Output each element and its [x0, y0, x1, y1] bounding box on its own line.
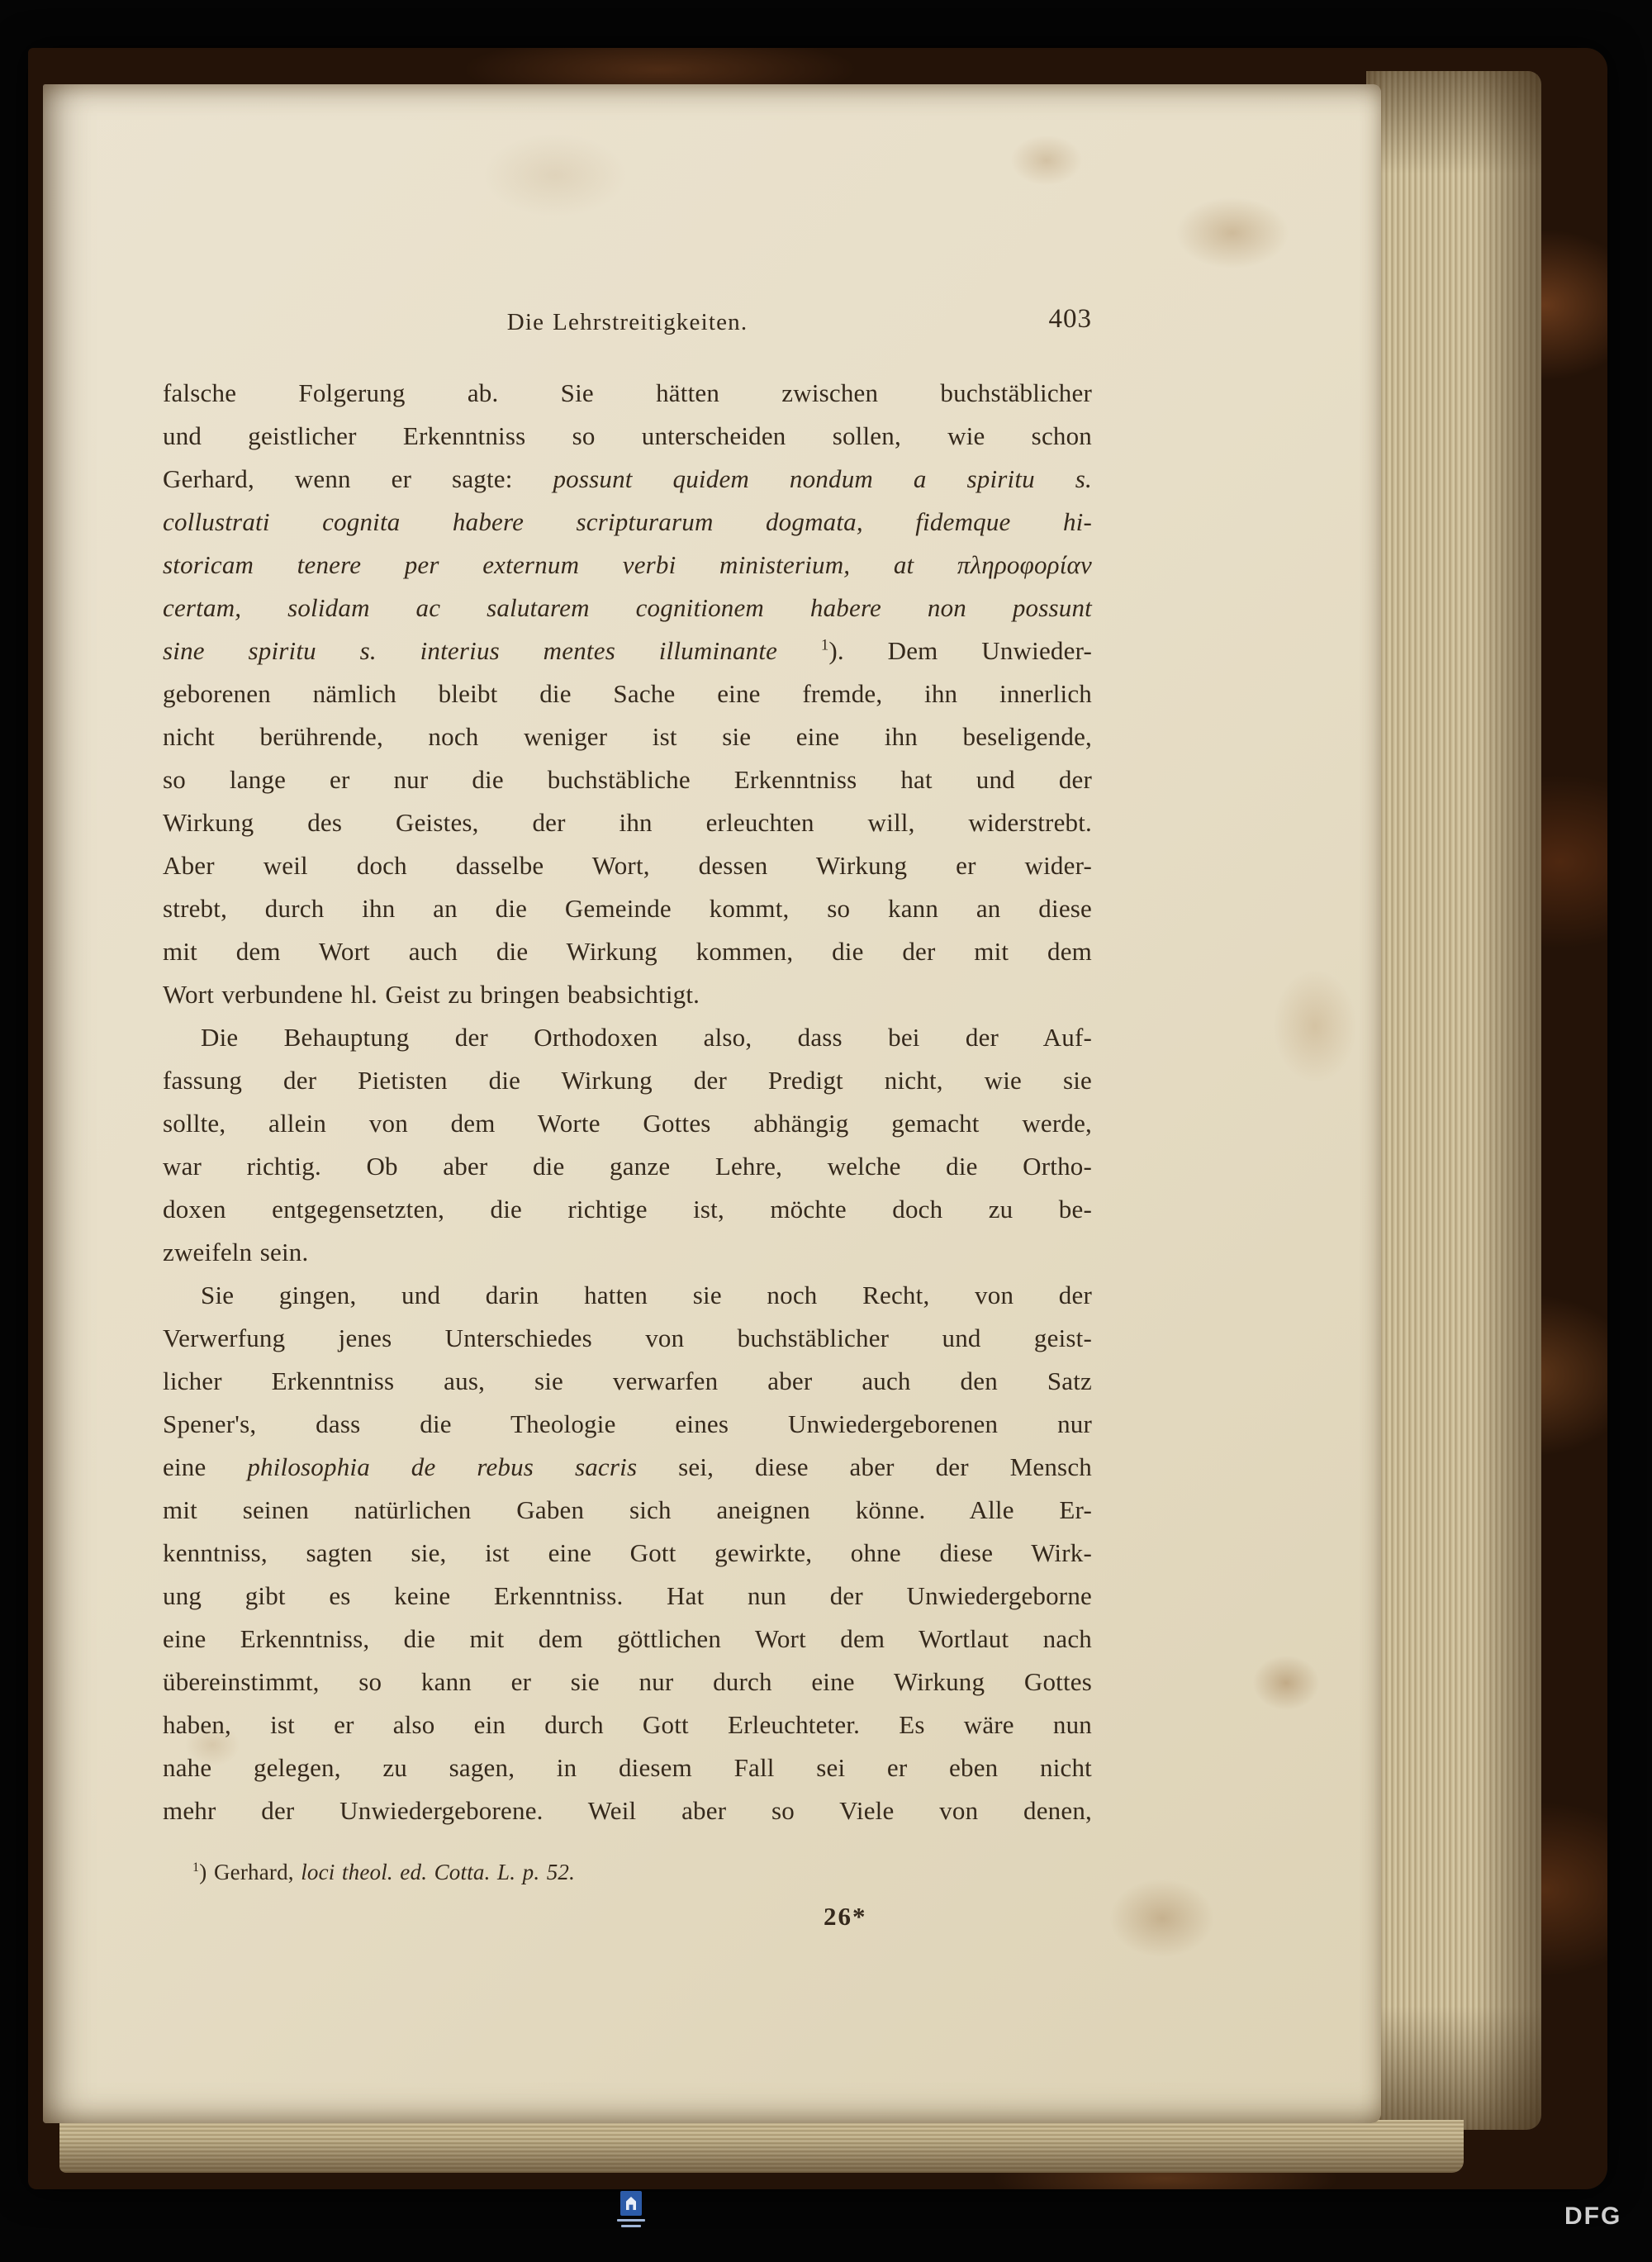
- building-icon: [626, 2197, 636, 2210]
- text-line: [163, 1317, 1092, 1360]
- library-stamp-icon: [620, 2191, 642, 2216]
- text-segment: Wort verbundene hl. Geist zu bringen beabsichtigt.: [163, 980, 700, 1009]
- text-line: [163, 458, 1092, 501]
- running-header: [163, 301, 1092, 344]
- text-line: [163, 1059, 1092, 1102]
- footnote-reference: 1: [192, 1860, 200, 1875]
- text-segment: übereinstimmt, so kann er sie nur durch eine Wirkung Gottes: [163, 1667, 1092, 1696]
- text-segment: licher Erkenntniss aus, sie verwarfen aber auch den Satz: [163, 1366, 1092, 1395]
- text-line: [163, 1746, 1092, 1789]
- text-segment: ). Dem Unwieder-: [828, 636, 1092, 665]
- text-segment: kenntniss, sagten sie, ist eine Gott gewirkte, ohne diese Wirk-: [163, 1538, 1092, 1567]
- text-segment: eine Erkenntniss, die mit dem göttlichen Wort dem Wortlaut nach: [163, 1624, 1092, 1653]
- text-line: [163, 1016, 1092, 1059]
- text-segment: eine: [163, 1452, 248, 1481]
- text-line: [163, 1403, 1092, 1446]
- text-segment: geborenen nämlich bleibt die Sache eine fremde, ihn innerlich: [163, 679, 1092, 708]
- text-line: [163, 544, 1092, 587]
- text-segment: sei, diese aber der Mensch: [637, 1452, 1092, 1481]
- text-line: [163, 1231, 1092, 1274]
- text-line: [163, 587, 1092, 630]
- text-line: [163, 1446, 1092, 1489]
- text-segment: zweifeln sein.: [163, 1238, 309, 1266]
- text-segment: nahe gelegen, zu sagen, in diesem Fall sei er eben nicht: [163, 1753, 1092, 1782]
- text-segment: ung gibt es keine Erkenntniss. Hat nun der Unwiedergeborne: [163, 1581, 1092, 1610]
- text-segment: mit dem Wort auch die Wirkung kommen, die der mit dem: [163, 937, 1092, 966]
- text-segment: loci theol. ed. Cotta. L. p. 52.: [301, 1860, 576, 1884]
- text-segment: fassung der Pietisten die Wirkung der Predigt nicht, wie sie: [163, 1066, 1092, 1095]
- text-segment: Sie gingen, und darin hatten sie noch Recht, von der: [201, 1281, 1092, 1309]
- text-segment: mit seinen natürlichen Gaben sich aneignen könne. Alle Er-: [163, 1495, 1092, 1524]
- text-line: [163, 1360, 1092, 1403]
- text-line: [163, 1575, 1092, 1618]
- text-segment: sollte, allein von dem Worte Gottes abhängig gemacht werde,: [163, 1109, 1092, 1138]
- text-line: [163, 1489, 1092, 1532]
- text-area: [163, 301, 1092, 1932]
- text-segment: philosophia de rebus sacris: [247, 1452, 638, 1481]
- text-line: [163, 1789, 1092, 1832]
- text-segment: und geistlicher Erkenntniss so unterscheiden sollen, wie schon: [163, 421, 1092, 450]
- text-segment: Gerhard, wenn er sagte:: [163, 464, 553, 493]
- text-segment: nicht berührende, noch weniger ist sie eine ihn beseligende,: [163, 722, 1092, 751]
- footnote-text: [192, 1860, 575, 1884]
- text-line: [163, 1704, 1092, 1746]
- text-line: [163, 672, 1092, 715]
- book-page: [43, 84, 1381, 2123]
- text-segment: falsche Folgerung ab. Sie hätten zwischen buchstäblicher: [163, 378, 1092, 407]
- text-line: [163, 415, 1092, 458]
- stamp-caption-bar: [617, 2219, 645, 2222]
- text-segment: possunt quidem nondum a spiritu s.: [553, 464, 1093, 493]
- text-line: [163, 758, 1092, 801]
- text-segment: haben, ist er also ein durch Gott Erleuchteter. Es wäre nun: [163, 1710, 1092, 1739]
- text-segment: Wirkung des Geistes, der ihn erleuchten will, widerstrebt.: [163, 808, 1092, 837]
- page-edges-right: [1366, 71, 1541, 2130]
- library-stamp-logo: [615, 2191, 648, 2227]
- text-segment: mehr der Unwiedergeborene. Weil aber so Viele von denen,: [163, 1796, 1092, 1825]
- text-line: [163, 630, 1092, 672]
- text-segment: doxen entgegensetzten, die richtige ist, möchte doch zu be-: [163, 1195, 1092, 1224]
- signature-mark: 26*: [824, 1902, 867, 1931]
- text-line: [163, 501, 1092, 544]
- text-line: [163, 844, 1092, 887]
- text-segment: sine spiritu s. interius mentes illuminante: [163, 636, 821, 665]
- text-segment: Spener's, dass die Theologie eines Unwiedergeborenen nur: [163, 1409, 1092, 1438]
- text-segment: storicam tenere per externum verbi ministerium, at πληροφορίαν: [163, 550, 1092, 579]
- text-line: [163, 1532, 1092, 1575]
- page-edges-bottom: [59, 2120, 1464, 2173]
- text-line: [163, 973, 1092, 1016]
- text-segment: strebt, durch ihn an die Gemeinde kommt, so kann an diese: [163, 894, 1092, 923]
- text-line: [163, 801, 1092, 844]
- text-line: [163, 372, 1092, 415]
- text-segment: Verwerfung jenes Unterschiedes von buchstäblicher und geist-: [163, 1323, 1092, 1352]
- text-segment: ) Gerhard,: [199, 1860, 301, 1884]
- page-number: 403: [1048, 304, 1092, 334]
- text-line: [163, 1661, 1092, 1704]
- text-line: [163, 715, 1092, 758]
- body-text: [163, 372, 1092, 1832]
- text-segment: certam, solidam ac salutarem cognitionem habere non possunt: [163, 593, 1092, 622]
- text-line: [163, 1102, 1092, 1145]
- text-segment: so lange er nur die buchstäbliche Erkenntniss hat und der: [163, 765, 1092, 794]
- text-line: [163, 1145, 1092, 1188]
- text-line: [163, 930, 1092, 973]
- footnote: [163, 1856, 1092, 1889]
- dfg-logo: DFG: [1564, 2203, 1622, 2230]
- text-line: [163, 887, 1092, 930]
- stamp-caption-bar: [621, 2225, 641, 2227]
- text-line: [163, 1188, 1092, 1231]
- text-line: [163, 1618, 1092, 1661]
- text-line: [163, 1274, 1092, 1317]
- running-title: Die Lehrstreitigkeiten.: [506, 309, 748, 335]
- text-segment: collustrati cognita habere scripturarum dogmata, fidemque hi-: [163, 507, 1092, 536]
- text-segment: Aber weil doch dasselbe Wort, dessen Wirkung er wider-: [163, 851, 1092, 880]
- footnote-reference: 1: [820, 636, 829, 654]
- text-segment: Die Behauptung der Orthodoxen also, dass bei der Auf-: [201, 1023, 1092, 1052]
- text-segment: war richtig. Ob aber die ganze Lehre, welche die Ortho-: [163, 1152, 1092, 1181]
